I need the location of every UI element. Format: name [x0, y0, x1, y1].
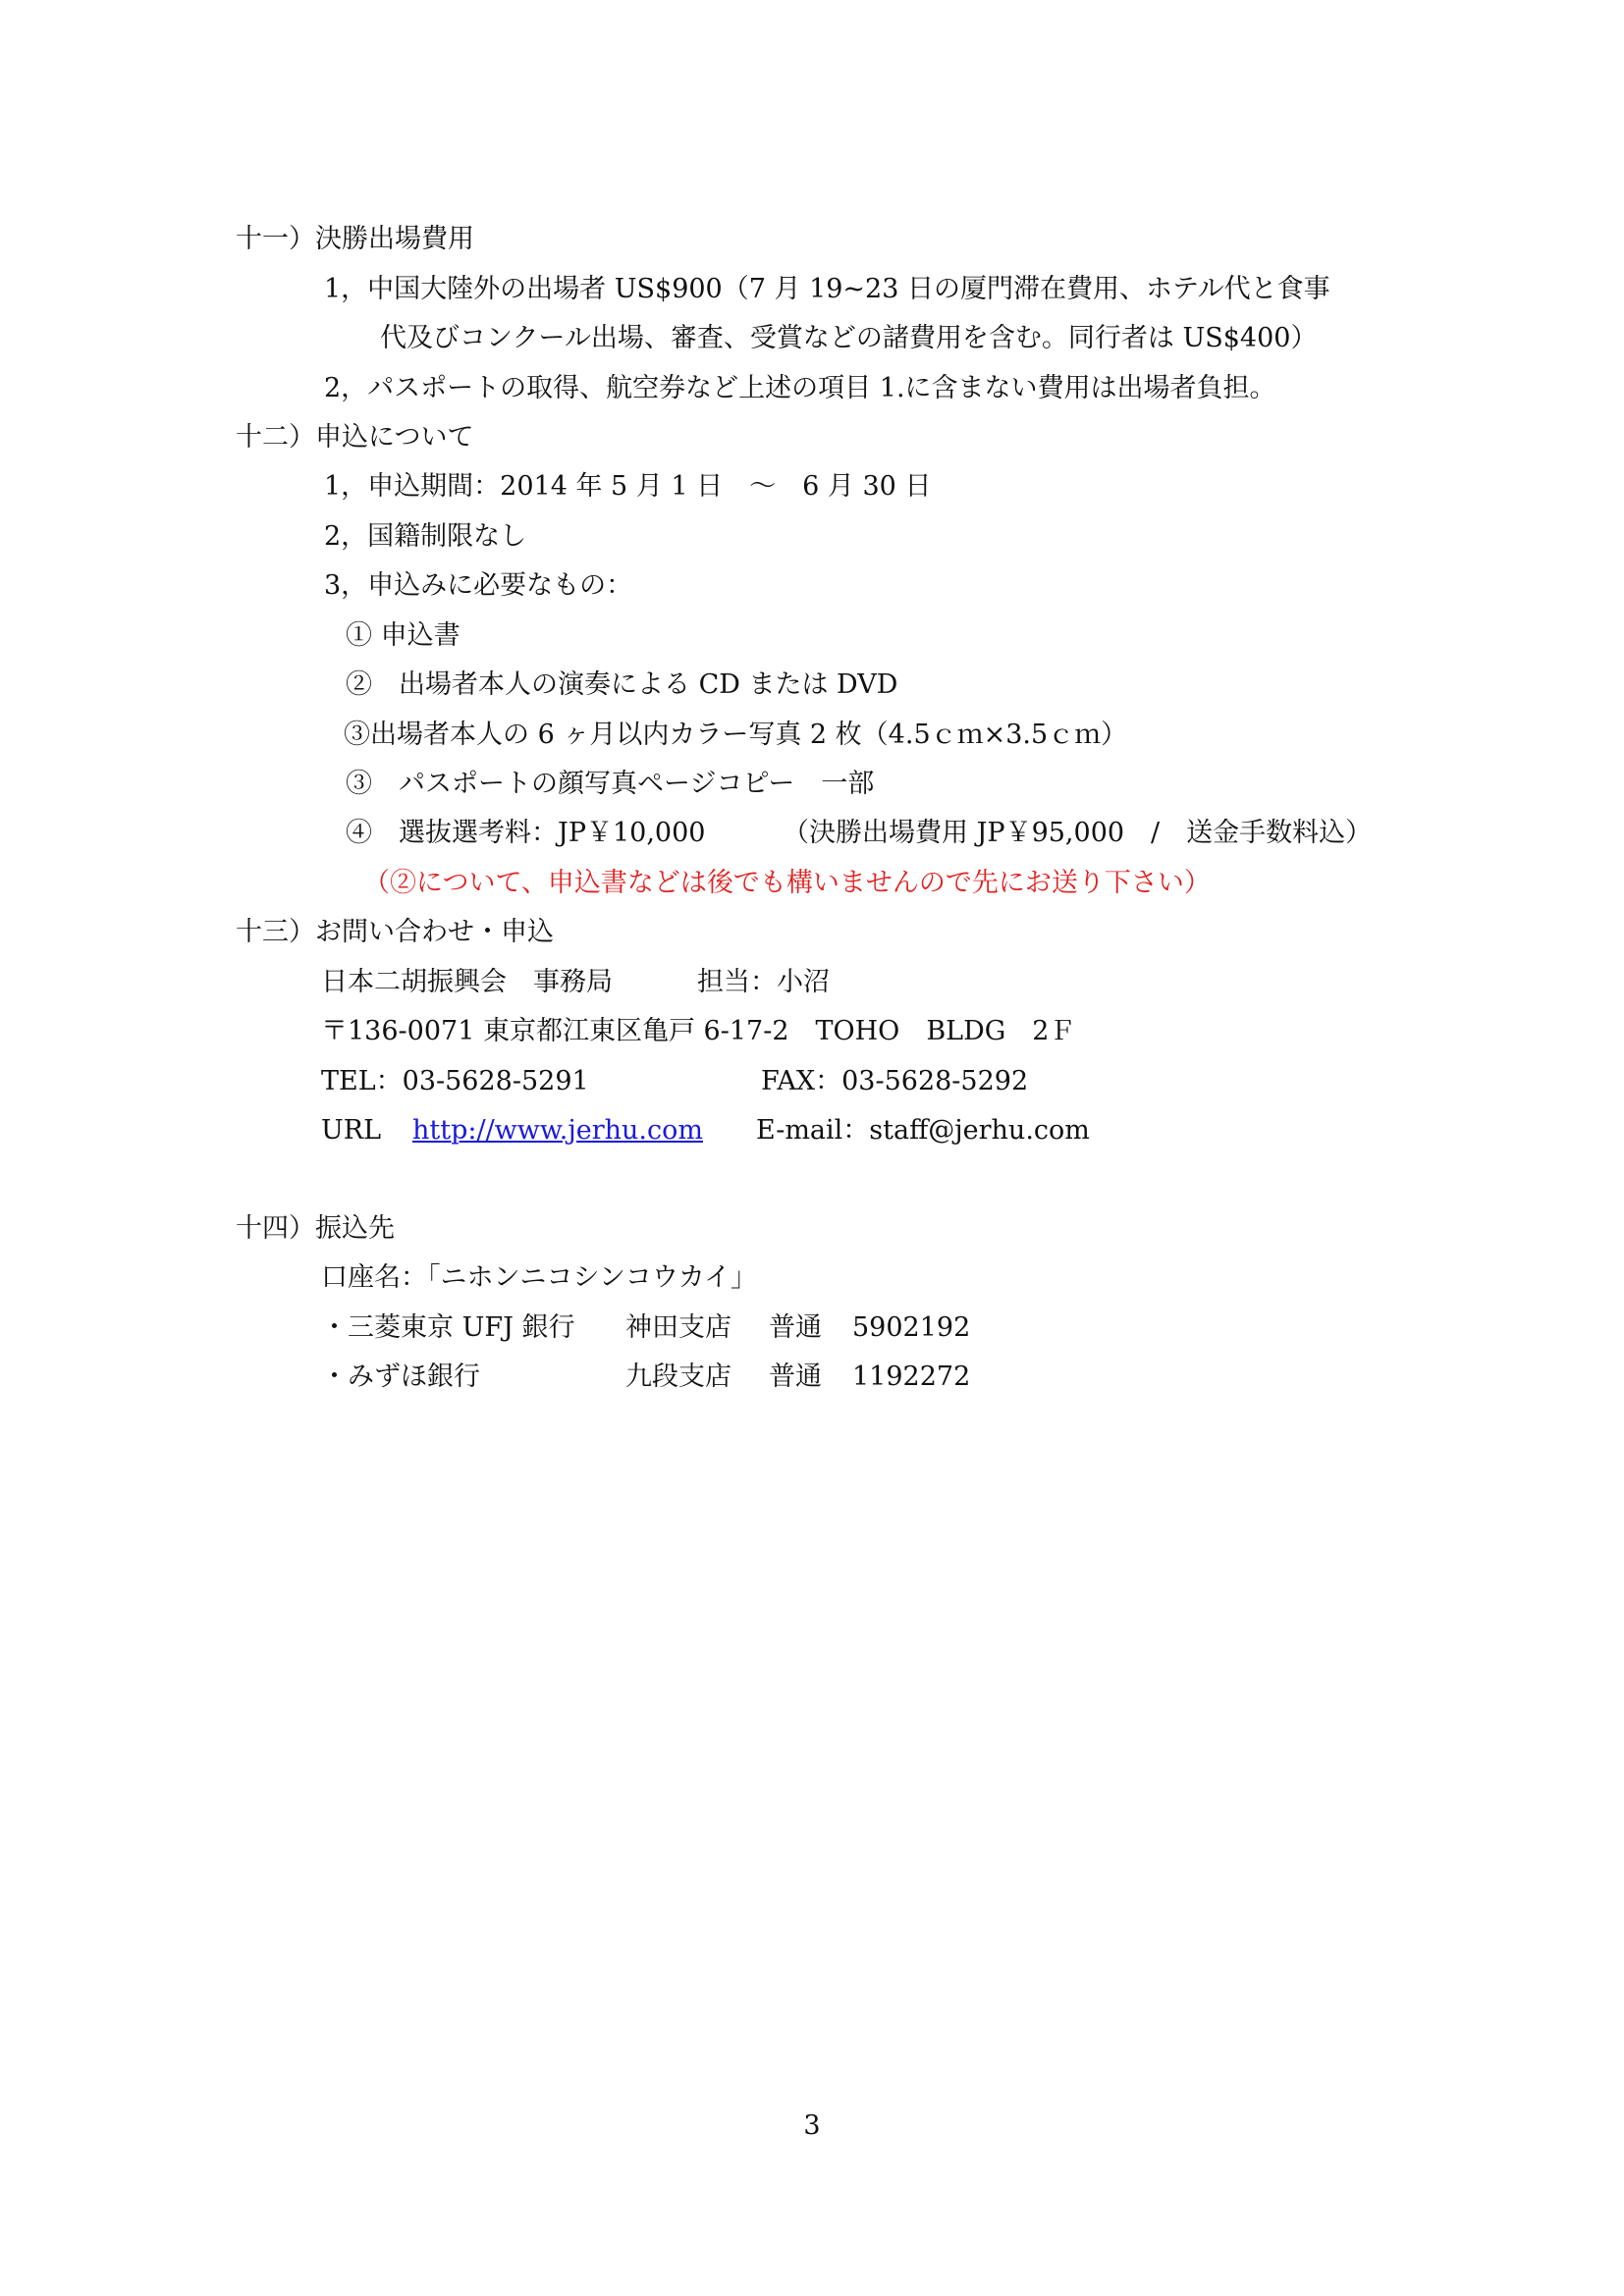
- bank-row-1: [321, 1310, 1205, 1346]
- bank-2-account-number: 1192272: [852, 1362, 971, 1392]
- web-email-line: [321, 1113, 1205, 1148]
- final-fee-note: （決勝出場費用 JP￥95,000 / 送金手数料込）: [783, 818, 1373, 848]
- requirement-2: ② 出場者本人の演奏による CD または DVD: [346, 669, 898, 700]
- section-14-heading: 十四）振込先: [236, 1213, 395, 1244]
- section-11-item-2: 2，パスポートの取得、航空券など上述の項目 1.に含まない費用は出場者負担。: [324, 373, 1276, 403]
- section-11-item-1-continued: 代及びコンクール出場、審査、受賞などの諸費用を含む。同行者は US$400）: [380, 323, 1318, 353]
- website-link[interactable]: http://www.jerhu.com: [412, 1115, 703, 1146]
- contact-person: 担当：小沼: [697, 967, 830, 997]
- bank-1-name: ・三菱東京 UFJ 銀行: [321, 1312, 575, 1343]
- section-12-item-2: 2，国籍制限なし: [324, 521, 527, 552]
- bank-2-branch: 九段支店: [625, 1362, 731, 1392]
- submission-note: （②について、申込書などは後でも構いませんので先にお送り下さい）: [363, 868, 1211, 898]
- section-12-heading: 十二）申込について: [236, 422, 474, 453]
- url-label: URL: [321, 1115, 382, 1146]
- section-11-item-1: 1，中国大陸外の出場者 US$900（7 月 19~23 日の厦門滞在費用、ホテル代と食事: [324, 274, 1330, 304]
- requirement-3: ③出場者本人の 6 ヶ月以内カラー写真 2 枚（4.5ｃｍ×3.5ｃｍ）: [344, 720, 1128, 750]
- section-11-heading: 十一）決勝出場費用: [236, 224, 474, 254]
- bank-2-name: ・みずほ銀行: [321, 1362, 480, 1392]
- requirement-5: [346, 816, 1426, 851]
- telephone: TEL：03-5628-5291: [321, 1066, 589, 1096]
- account-name: 口座名：「ニホンニコシンコウカイ」: [321, 1262, 758, 1293]
- bank-1-account-type: 普通: [769, 1312, 822, 1343]
- email-address: E-mail：staff@jerhu.com: [756, 1115, 1090, 1146]
- postal-address: 〒136-0071 東京都江東区亀戸 6-17-2 TOHO BLDG 2Ｆ: [321, 1016, 1076, 1046]
- requirement-4: ③ パスポートの顔写真ページコピー 一部: [346, 769, 875, 799]
- phone-fax-line: [321, 1064, 1107, 1099]
- section-12-item-1: 1，申込期間：2014 年 5 月 1 日 ～ 6 月 30 日: [324, 471, 932, 502]
- organization-name: 日本二胡振興会 事務局: [321, 967, 613, 997]
- fax: FAX：03-5628-5292: [761, 1066, 1029, 1096]
- page-number: 3: [803, 2110, 821, 2141]
- bank-1-account-number: 5902192: [852, 1312, 971, 1343]
- bank-1-branch: 神田支店: [625, 1312, 731, 1343]
- requirement-1: ① 申込書: [346, 620, 460, 651]
- section-13-heading: 十三）お問い合わせ・申込: [236, 917, 554, 947]
- bank-row-2: [321, 1360, 1205, 1395]
- bank-2-account-type: 普通: [769, 1362, 822, 1392]
- screening-fee: ④ 選抜選考料：JP￥10,000: [346, 818, 706, 848]
- organization-line: [321, 965, 1107, 1000]
- section-12-item-3: 3，申込みに必要なもの：: [324, 570, 633, 601]
